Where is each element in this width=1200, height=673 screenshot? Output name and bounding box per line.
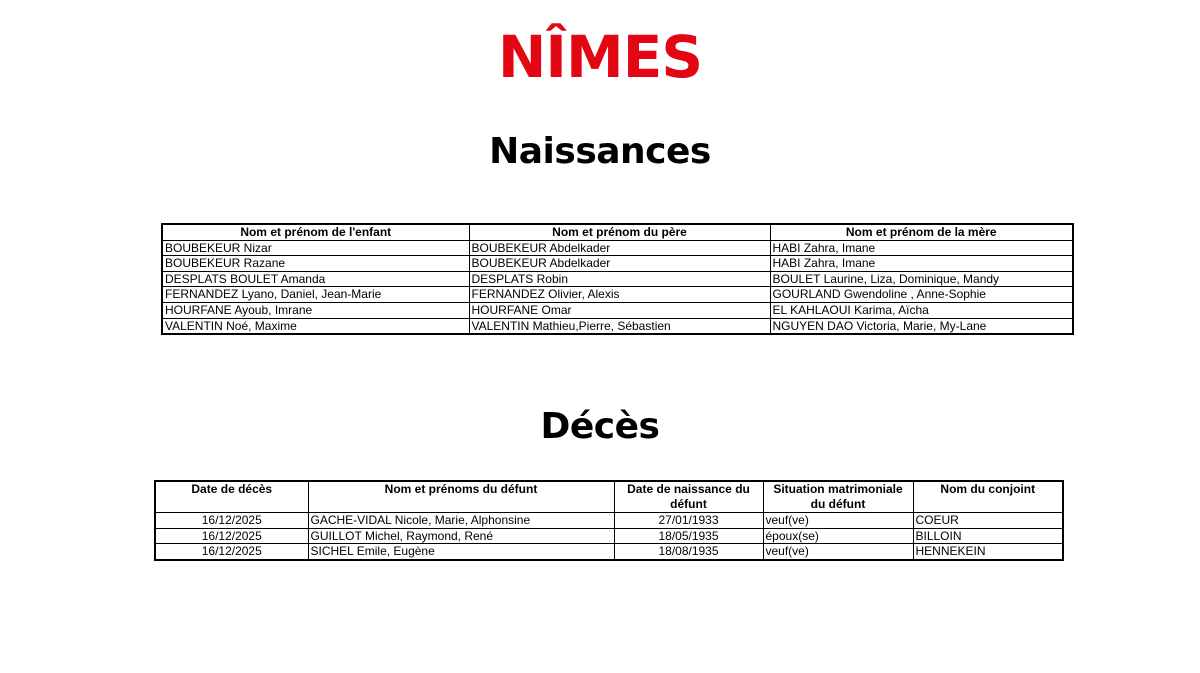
nimes-logo: NÎMES: [497, 23, 703, 91]
table-row: [162, 318, 1073, 334]
father-name: BOUBEKEUR Abdelkader: [469, 240, 770, 256]
mother-name: HABI Zahra, Imane: [770, 256, 1073, 272]
deceased-name: GUILLOT Michel, Raymond, René: [308, 528, 614, 544]
mother-name: NGUYEN DAO Victoria, Marie, My-Lane: [770, 318, 1073, 334]
table-row: [162, 256, 1073, 272]
child-name: HOURFANE Ayoub, Imrane: [162, 302, 469, 318]
births-section-title: Naissances: [489, 131, 711, 172]
deaths-section-title: Décès: [540, 406, 660, 447]
child-name: BOUBEKEUR Razane: [162, 256, 469, 272]
birth-date: 18/08/1935: [614, 544, 763, 560]
births-header-row: [162, 224, 1073, 240]
table-row: [162, 240, 1073, 256]
table-row: [162, 271, 1073, 287]
table-row: [162, 287, 1073, 303]
marital-status: veuf(ve): [763, 544, 913, 560]
child-name: FERNANDEZ Lyano, Daniel, Jean-Marie: [162, 287, 469, 303]
father-name: FERNANDEZ Olivier, Alexis: [469, 287, 770, 303]
death-date: 16/12/2025: [155, 528, 308, 544]
child-name: BOUBEKEUR Nizar: [162, 240, 469, 256]
death-date: 16/12/2025: [155, 544, 308, 560]
spouse-name: BILLOIN: [913, 528, 1063, 544]
deceased-name: GACHE-VIDAL Nicole, Marie, Alphonsine: [308, 513, 614, 529]
births-table: [161, 223, 1074, 335]
table-row: [155, 528, 1063, 544]
mother-name: EL KAHLAOUI Karima, Aïcha: [770, 302, 1073, 318]
header-father-name: Nom et prénom du père: [469, 224, 770, 240]
table-row: [162, 302, 1073, 318]
death-date: 16/12/2025: [155, 513, 308, 529]
birth-date: 18/05/1935: [614, 528, 763, 544]
spouse-name: COEUR: [913, 513, 1063, 529]
mother-name: HABI Zahra, Imane: [770, 240, 1073, 256]
mother-name: GOURLAND Gwendoline , Anne-Sophie: [770, 287, 1073, 303]
table-row: [155, 513, 1063, 529]
child-name: VALENTIN Noé, Maxime: [162, 318, 469, 334]
child-name: DESPLATS BOULET Amanda: [162, 271, 469, 287]
father-name: DESPLATS Robin: [469, 271, 770, 287]
father-name: HOURFANE Omar: [469, 302, 770, 318]
header-child-name: Nom et prénom de l'enfant: [162, 224, 469, 240]
header-death-date: Date de décès: [155, 481, 308, 513]
deceased-name: SICHEL Emile, Eugène: [308, 544, 614, 560]
father-name: VALENTIN Mathieu,Pierre, Sébastien: [469, 318, 770, 334]
header-birth-date: Date de naissance du défunt: [614, 481, 763, 513]
header-mother-name: Nom et prénom de la mère: [770, 224, 1073, 240]
header-marital-status: Situation matrimoniale du défunt: [763, 481, 913, 513]
header-spouse-name: Nom du conjoint: [913, 481, 1063, 513]
table-row: [155, 544, 1063, 560]
birth-date: 27/01/1933: [614, 513, 763, 529]
spouse-name: HENNEKEIN: [913, 544, 1063, 560]
marital-status: époux(se): [763, 528, 913, 544]
header-deceased-name: Nom et prénoms du défunt: [308, 481, 614, 513]
deaths-header-row: [155, 481, 1063, 513]
deaths-table: [154, 480, 1064, 561]
father-name: BOUBEKEUR Abdelkader: [469, 256, 770, 272]
mother-name: BOULET Laurine, Liza, Dominique, Mandy: [770, 271, 1073, 287]
marital-status: veuf(ve): [763, 513, 913, 529]
